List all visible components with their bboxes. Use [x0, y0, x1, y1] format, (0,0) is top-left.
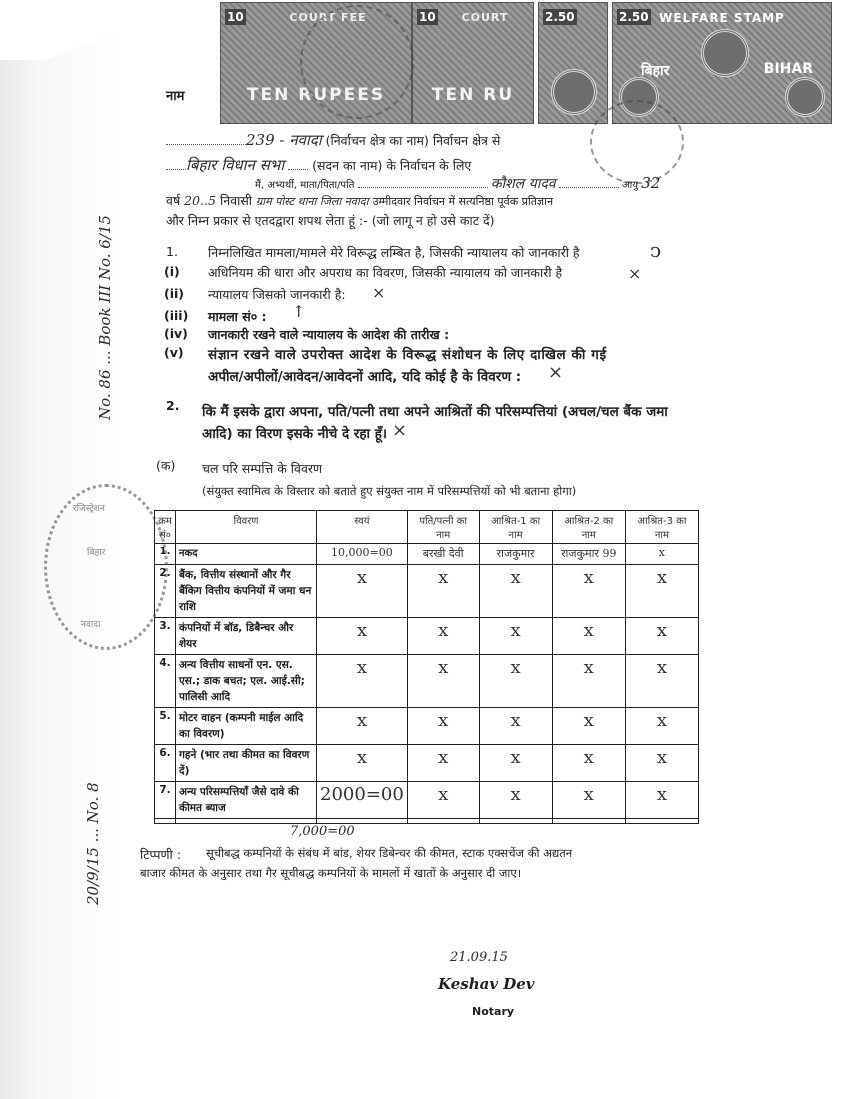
seal-text: बिहार: [87, 548, 106, 558]
stamp-left-text: बिहार: [641, 63, 670, 79]
table-row: [155, 745, 699, 782]
header-spouse: पति/पत्नी का नाम: [407, 511, 479, 544]
section-ka-number: (क): [156, 458, 176, 473]
row-cell: [479, 819, 552, 824]
section-2-text-2: आदि) का विरण इसके नीचे दे रहा हूँ।: [202, 426, 388, 442]
row-cell: 2000=00: [317, 782, 408, 819]
row-cell: x: [625, 708, 698, 745]
row-cell: x: [479, 618, 552, 655]
row-serial: 5.: [155, 708, 176, 745]
stamp-denomination: 10: [227, 10, 244, 24]
cash-dependent-2: राजकुमार 99: [552, 544, 625, 565]
torn-corner: [0, 0, 210, 60]
section-ka-subtitle: (संयुक्त स्वामित्व के विस्तार को बताते हुए संयुक्त नाम में परिसम्पत्तियों को भी बताना होगा): [202, 484, 577, 498]
row-cell: x: [479, 745, 552, 782]
row-cell: x: [625, 565, 698, 618]
row-description: मोटर वाहन (कम्पनी माईल आदि का विवरण): [176, 708, 317, 745]
row-cell: [317, 819, 408, 824]
row-cell: x: [552, 708, 625, 745]
item-iii-text: मामला सं० :: [208, 309, 267, 324]
stamp-bottom-text: TEN RU: [431, 85, 515, 105]
row-cell: x: [552, 782, 625, 819]
row-cell: x: [625, 655, 698, 708]
row-serial: 2.: [155, 565, 176, 618]
cross-mark: ×: [372, 283, 386, 302]
cash-dependent-3: x: [625, 544, 698, 565]
table-row: [155, 819, 699, 824]
row-cell: x: [317, 565, 408, 618]
table-header-row: [155, 511, 699, 544]
row-cell: x: [407, 655, 479, 708]
header-serial: क्रम सं०: [155, 511, 176, 544]
stamp-emblem: [701, 29, 749, 77]
table-row: [155, 782, 699, 819]
row-cell: x: [317, 745, 408, 782]
margin-book-number: No. 86 ... Book III No. 6/15: [96, 215, 114, 420]
stamp-rosette: [551, 69, 597, 115]
table-row-cash: [155, 544, 699, 565]
row-cell: x: [317, 708, 408, 745]
handwritten-year: 20..5: [184, 193, 216, 208]
row-cell: x: [552, 565, 625, 618]
house-line: [166, 155, 471, 175]
item-iv-number: (iv): [164, 326, 188, 341]
constituency-label: (निर्वाचन क्षेत्र का नाम) निर्वाचन क्षेत्र से: [325, 133, 501, 148]
item-v-text-2: अपील/अपीलों/आवेदन/आवेदनों आदि, यदि कोई है के विवरण :: [208, 369, 522, 385]
handwritten-constituency: 239 - नवादा: [246, 131, 322, 149]
row-cell: [552, 819, 625, 824]
note-label: टिप्पणी :: [140, 847, 181, 862]
stamp-right-text: BIHAR: [763, 61, 813, 77]
stamp-title: WELFARE STAMP: [659, 11, 785, 25]
notary-name: Keshav Dev: [438, 975, 535, 993]
row-cell: x: [317, 618, 408, 655]
stamp-denomination: 10: [419, 10, 436, 24]
stamp-bottom-text: TEN RUPEES: [246, 85, 386, 105]
postmark-circle: [590, 100, 684, 184]
residence-line: [166, 192, 553, 209]
residence-label: निवासी: [219, 193, 253, 208]
row-description: कंपनियों में बॉड, डिबैन्चर और शेयर: [176, 618, 317, 655]
section-ka-title: चल परि सम्पत्ति के विवरण: [202, 461, 323, 476]
handwritten-age: 32: [641, 174, 661, 192]
row-serial: [155, 819, 176, 824]
house-label: (सदन का नाम) के निर्वाचन के लिए: [312, 158, 472, 173]
row-cell: x: [407, 745, 479, 782]
header-self: स्वयं: [317, 511, 408, 544]
section-2-number: 2.: [166, 398, 180, 413]
row-cell: x: [625, 745, 698, 782]
handwritten-name: कौशल यादव: [490, 176, 556, 192]
row-serial: 7.: [155, 782, 176, 819]
header-description: विवरण: [176, 511, 317, 544]
cross-mark: ×: [548, 362, 564, 383]
row-cell: x: [407, 565, 479, 618]
stamp-title: COURT: [461, 11, 509, 24]
item-i-text: अधिनियम की धारा और अपराध का विवरण, जिसकी न्यायालय को जानकारी है: [208, 265, 563, 280]
section-1-number: 1.: [166, 244, 178, 259]
stamp-title: COURT FEE: [289, 11, 367, 24]
section-2-text: कि मैं इसके द्वारा अपना, पति/पत्नी तथा अपने आश्रितों की परिसम्पत्तियां (अचल/चल बैंक जमा: [202, 404, 668, 420]
notary-title: Notary: [472, 1005, 515, 1018]
row-cell: [407, 819, 479, 824]
postmark-circle: [300, 5, 414, 119]
item-ii-number: (ii): [164, 286, 184, 301]
row-cell: x: [625, 782, 698, 819]
oath-line: और निम्न प्रकार से एतदद्वारा शपथ लेता हूं :- (जो लागू न हो उसे काट दें): [166, 213, 495, 228]
row-cell: x: [552, 745, 625, 782]
year-prefix: वर्ष: [166, 193, 181, 208]
row-description: अन्य परिसम्पत्तियाँ जैसे दावे की कीमत ब्याज: [176, 782, 317, 819]
handwritten-address: ग्राम पोस्ट थाना जिला नवादा: [256, 195, 369, 208]
item-iv-text: जानकारी रखने वाले न्यायालय के आदेश की तारीख :: [208, 327, 450, 342]
table-row: [155, 708, 699, 745]
header-fragment: नाम: [166, 89, 185, 104]
stamp-rosette: [785, 77, 825, 117]
movable-assets-table: [154, 510, 699, 824]
item-ii-text: न्यायालय जिसको जानकारी है:: [208, 287, 346, 302]
row-cell: [625, 819, 698, 824]
stamp-denomination: 2.50: [619, 10, 649, 24]
candidate-label: मैं, अभ्यर्थी, माता/पिता/पति: [255, 180, 355, 191]
note-line-2: बाजार कीमत के अनुसार तथा गैर सूचीबद्ध कम्पनियों के मामलों में खातों के अनुसार दी जाए।: [140, 866, 522, 880]
handwritten-note-amount: 7,000=00: [290, 824, 355, 839]
cross-mark: ×: [628, 264, 642, 283]
handwritten-mark: ↄ: [650, 238, 662, 262]
row-cell: x: [479, 782, 552, 819]
row-cell: x: [407, 618, 479, 655]
section-1-text: निम्नलिखित मामला/मामले मेरे विरूद्ध लम्बित है, जिसकी न्यायालय को जानकारी है: [208, 245, 580, 260]
item-v-text: संज्ञान रखने वाले उपरोक्त आदेश के विरूद्ध संशोधन के लिए दाखिल की गई: [208, 347, 607, 363]
row-description: गहने (भार तथा कीमत का विवरण दें): [176, 745, 317, 782]
handwritten-house: बिहार विधान सभा: [186, 156, 285, 174]
handwritten-mark: ↑: [292, 302, 306, 321]
header-dependent-2: आश्रित-2 का नाम: [552, 511, 625, 544]
row-serial: 1.: [155, 544, 176, 565]
row-cell: x: [479, 565, 552, 618]
signature-date: 21.09.15: [450, 950, 508, 965]
stamp-2-50-partial: [538, 2, 608, 124]
candidate-line: [255, 174, 660, 193]
row-cell: x: [407, 708, 479, 745]
cash-self: 10,000=00: [317, 544, 408, 565]
header-dependent-1: आश्रित-1 का नाम: [479, 511, 552, 544]
table-row: [155, 655, 699, 708]
header-dependent-3: आश्रित-3 का नाम: [625, 511, 698, 544]
item-iii-number: (iii): [164, 308, 189, 323]
constituency-line: [166, 130, 500, 150]
row-description: नकद: [176, 544, 317, 565]
row-cell: x: [317, 655, 408, 708]
cash-dependent-1: राजकुमार: [479, 544, 552, 565]
row-cell: x: [552, 655, 625, 708]
cash-spouse: बरखी देवी: [407, 544, 479, 565]
row-serial: 6.: [155, 745, 176, 782]
row-cell: x: [407, 782, 479, 819]
residence-tail: उम्मीदवार निर्वाचन में सत्यनिष्ठा पूर्वक प्रतिज्ञान: [372, 195, 554, 208]
court-fee-stamp-2: [412, 2, 534, 124]
seal-text: रजिस्ट्रेशन: [73, 504, 105, 514]
item-i-number: (i): [164, 264, 180, 279]
seal-text: नवादा: [81, 620, 101, 630]
note-line-1: सूचीबद्ध कम्पनियों के संबंध में बांड, शेयर डिबेन्चर की कीमत, स्टाक एक्सचेंज की अद्यतन: [206, 846, 573, 860]
item-v-number: (v): [164, 345, 184, 360]
row-cell: x: [625, 618, 698, 655]
row-cell: x: [479, 655, 552, 708]
row-serial: 4.: [155, 655, 176, 708]
row-cell: x: [479, 708, 552, 745]
stamp-denomination: 2.50: [545, 10, 575, 24]
cross-mark: ×: [392, 420, 408, 441]
table-row: [155, 565, 699, 618]
row-cell: x: [552, 618, 625, 655]
row-description: बैंक, वित्तीय संस्थानों और गैर बैंकिग वित्तीय कंपनियों में जमा धन राशि: [176, 565, 317, 618]
age-label: आयु: [621, 180, 638, 191]
round-seal: [44, 484, 168, 650]
row-description: अन्य वित्तीय साधनों एन. एस. एस.; डाक बचत; एल. आई.सी; पालिसी आदि: [176, 655, 317, 708]
table-row: [155, 618, 699, 655]
margin-date-number: 20/9/15 ... No. 8: [84, 782, 102, 905]
row-description: [176, 819, 317, 824]
row-serial: 3.: [155, 618, 176, 655]
